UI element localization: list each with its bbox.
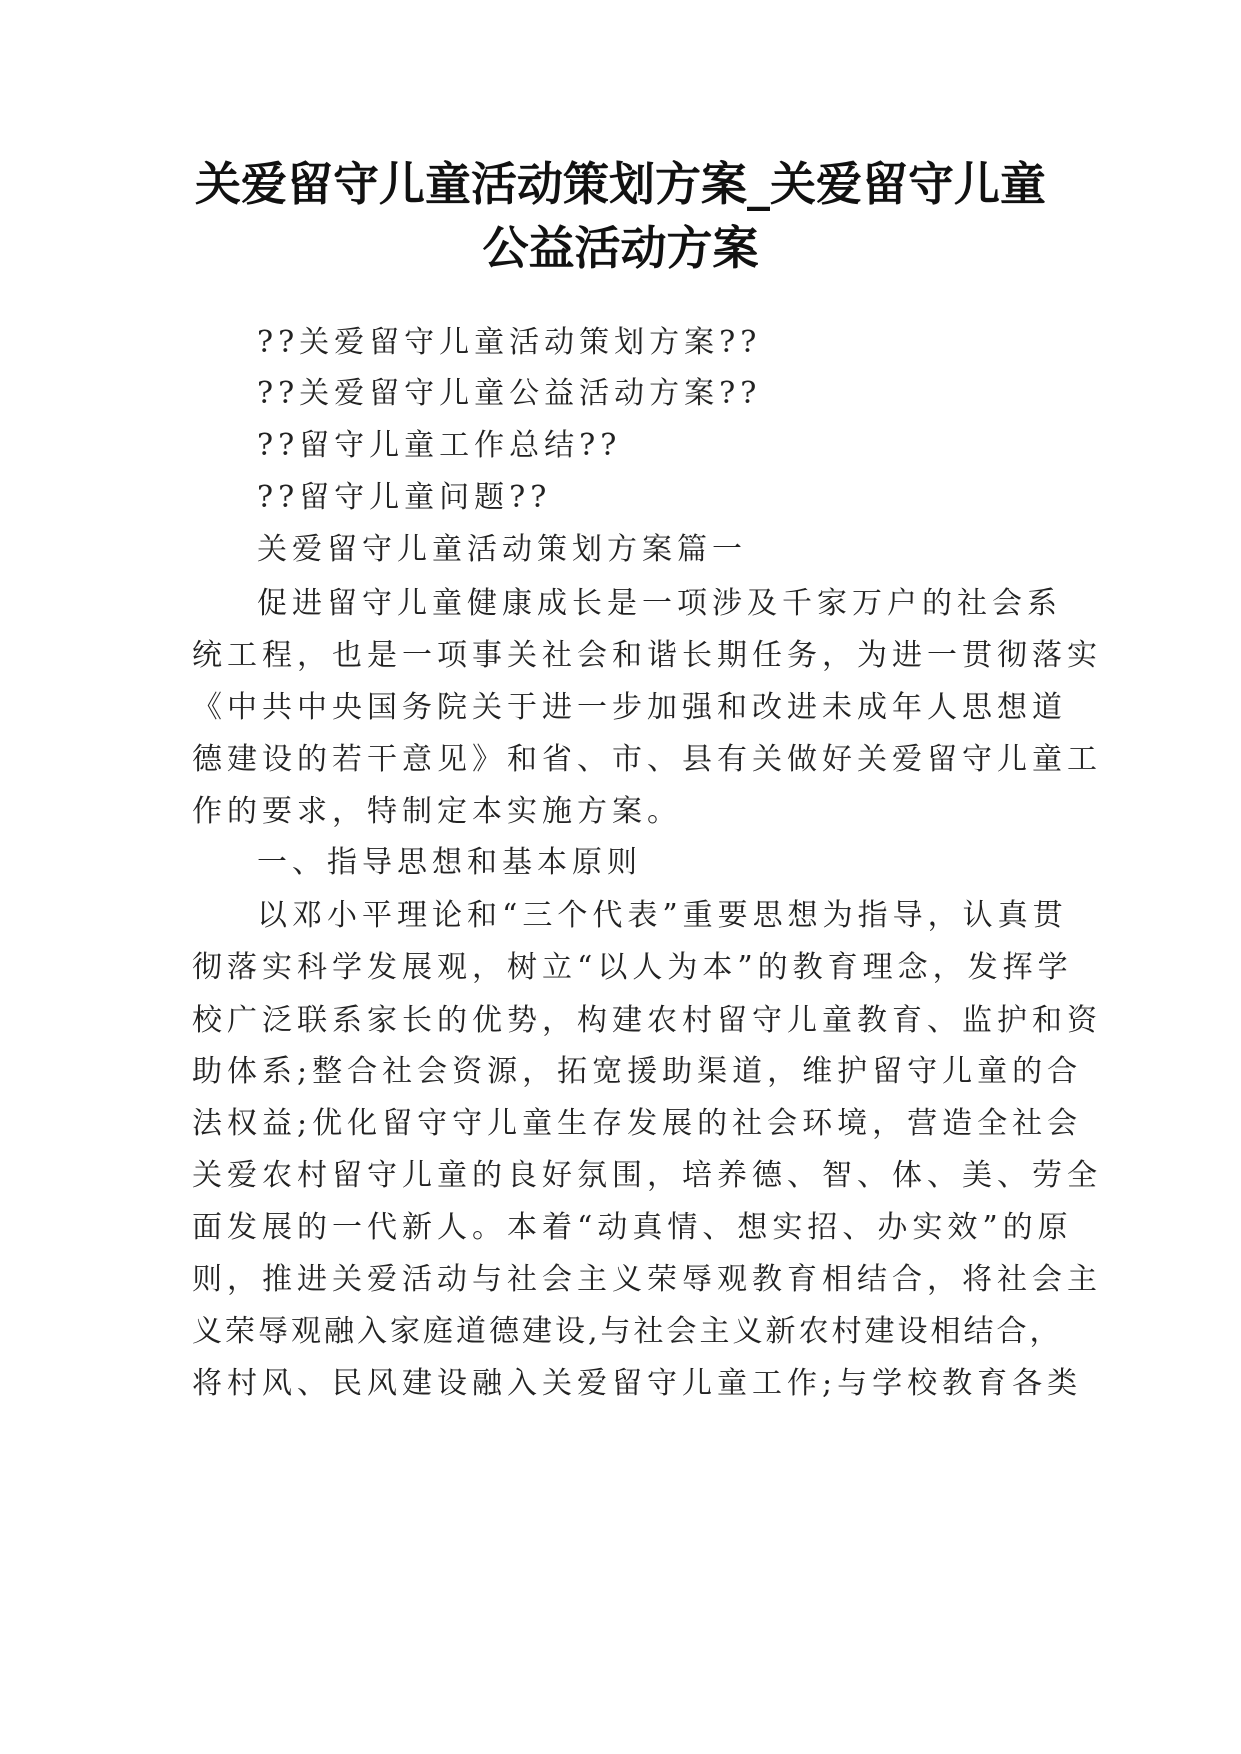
paragraph-line: 彻落实科学发展观，树立“以人为本”的教育理念，发挥学 [192, 950, 1073, 985]
section-heading: 关爱留守儿童活动策划方案篇一 [257, 532, 747, 567]
document-title-line-2: 公益活动方案 [482, 221, 759, 275]
toc-link: ??留守儿童工作总结?? [257, 428, 622, 463]
paragraph-line: 关爱农村留守儿童的良好氛围，培养德、智、体、美、劳全 [192, 1158, 1102, 1193]
paragraph-line: 校广泛联系家长的优势，构建农村留守儿童教育、监护和资 [192, 1003, 1102, 1038]
document-title-line-1: 关爱留守儿童活动策划方案_关爱留守儿童 [195, 157, 1046, 211]
paragraph-line: 则，推进关爱活动与社会主义荣辱观教育相结合，将社会主 [192, 1262, 1102, 1297]
paragraph-line: 以邓小平理论和“三个代表”重要思想为指导，认真贯 [257, 898, 1068, 933]
paragraph-line: 面发展的一代新人。本着“动真情、想实招、办实效”的原 [192, 1210, 1073, 1245]
paragraph-line: 作的要求，特制定本实施方案。 [192, 794, 682, 829]
paragraph-line: 法权益;优化留守守儿童生存发展的社会环境，营造全社会 [192, 1106, 1083, 1141]
paragraph-line: 义荣辱观融入家庭道德建设,与社会主义新农村建设相结合， [192, 1314, 1063, 1349]
paragraph-line: 《中共中央国务院关于进一步加强和改进未成年人思想道 [192, 690, 1067, 725]
toc-link: ??关爱留守儿童公益活动方案?? [257, 376, 762, 411]
section-heading: 一、指导思想和基本原则 [257, 845, 642, 880]
toc-link: ??留守儿童问题?? [257, 480, 552, 515]
paragraph-line: 统工程，也是一项事关社会和谐长期任务，为进一贯彻落实 [192, 638, 1102, 673]
paragraph-line: 将村风、民风建设融入关爱留守儿童工作;与学校教育各类 [192, 1366, 1083, 1401]
paragraph-line: 促进留守儿童健康成长是一项涉及千家万户的社会系 [257, 586, 1062, 621]
paragraph-line: 德建设的若干意见》和省、市、县有关做好关爱留守儿童工 [192, 742, 1102, 777]
paragraph-line: 助体系;整合社会资源，拓宽援助渠道，维护留守儿童的合 [192, 1054, 1083, 1089]
toc-link: ??关爱留守儿童活动策划方案?? [257, 325, 762, 360]
